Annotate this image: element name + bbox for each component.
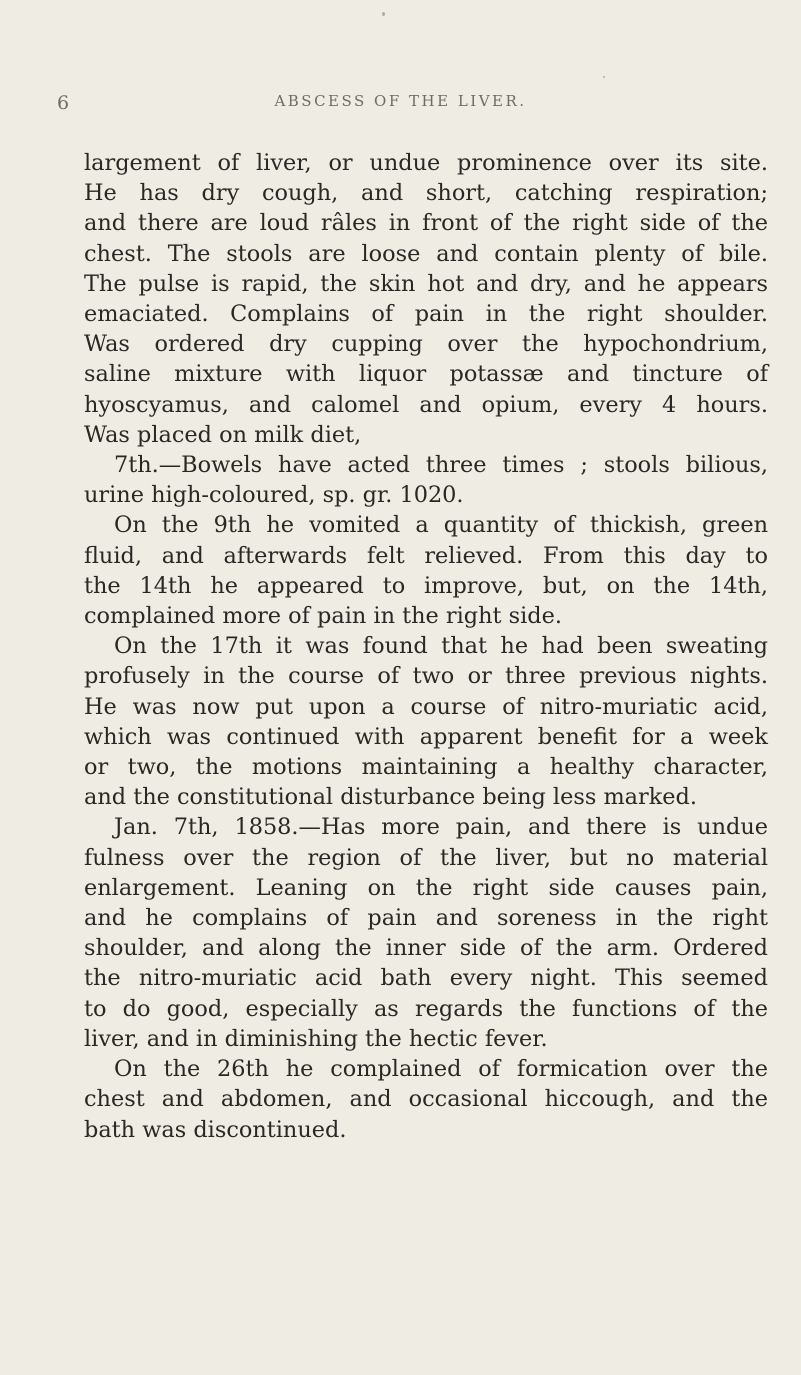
paragraph	[84, 148, 768, 450]
text-line: shoulder, and along the inner side of the arm. Ordered	[84, 935, 768, 962]
text-line: and he complains of pain and soreness in the right	[84, 905, 768, 932]
text-line: Was ordered dry cupping over the hypochondrium,	[84, 331, 768, 358]
text-line: the 14th he appeared to improve, but, on the 14th,	[84, 572, 768, 599]
body-text	[84, 148, 768, 1145]
text-line: the nitro-muriatic acid bath every night. This seemed	[84, 965, 768, 992]
text-line: or two, the motions maintaining a healthy character,	[84, 754, 768, 781]
text-line: hyoscyamus, and calomel and opium, every 4 hours.	[84, 391, 768, 418]
paper-speck	[603, 76, 605, 78]
text-line: emaciated. Complains of pain in the right shoulder.	[84, 301, 768, 328]
text-line: Was placed on milk diet,	[84, 421, 362, 448]
text-line: fulness over the region of the liver, but no material	[84, 844, 768, 871]
paragraph	[84, 510, 768, 631]
text-line: to do good, especially as regards the functions of the	[84, 995, 768, 1022]
text-line: Jan. 7th, 1858.—Has more pain, and there is undue	[114, 814, 768, 841]
paper-speck	[382, 12, 385, 16]
text-line: chest. The stools are loose and contain plenty of bile.	[84, 240, 768, 267]
text-line: largement of liver, or undue prominence over its site.	[84, 150, 768, 176]
text-line: He has dry cough, and short, catching respiration;	[84, 180, 768, 207]
paragraph	[84, 631, 768, 812]
text-line: 7th.—Bowels have acted three times ; stools bilious,	[114, 452, 768, 479]
text-line: urine high-coloured, sp. gr. 1020.	[84, 482, 464, 509]
text-line: liver, and in diminishing the hectic fever.	[84, 1025, 548, 1052]
running-title: ABSCESS OF THE LIVER.	[274, 92, 527, 110]
text-line: enlargement. Leaning on the right side causes pain,	[84, 874, 768, 901]
paragraph	[84, 812, 768, 1054]
text-line: which was continued with apparent benefit for a week	[84, 723, 768, 750]
text-line: fluid, and afterwards felt relieved. From this day to	[84, 542, 768, 569]
text-line: saline mixture with liquor potassæ and tincture of	[84, 361, 768, 388]
text-line: profusely in the course of two or three previous nights.	[84, 663, 768, 690]
text-line: On the 26th he complained of formication over the	[114, 1056, 768, 1083]
text-line: bath was discontinued.	[84, 1116, 347, 1143]
paragraph	[84, 1054, 768, 1145]
text-line: and the constitutional disturbance being less marked.	[84, 784, 697, 811]
text-line: complained more of pain in the right side.	[84, 603, 562, 630]
text-line: and there are loud râles in front of the right side of the	[84, 210, 768, 237]
text-line: The pulse is rapid, the skin hot and dry, and he appears	[84, 270, 768, 297]
page-number: 6	[57, 92, 70, 114]
text-line: On the 17th it was found that he had been sweating	[114, 633, 768, 660]
text-line: On the 9th he vomited a quantity of thickish, green	[114, 512, 768, 539]
text-line: chest and abdomen, and occasional hiccough, and the	[84, 1086, 768, 1113]
text-line: He was now put upon a course of nitro-muriatic acid,	[84, 693, 768, 720]
paragraph	[84, 450, 768, 510]
